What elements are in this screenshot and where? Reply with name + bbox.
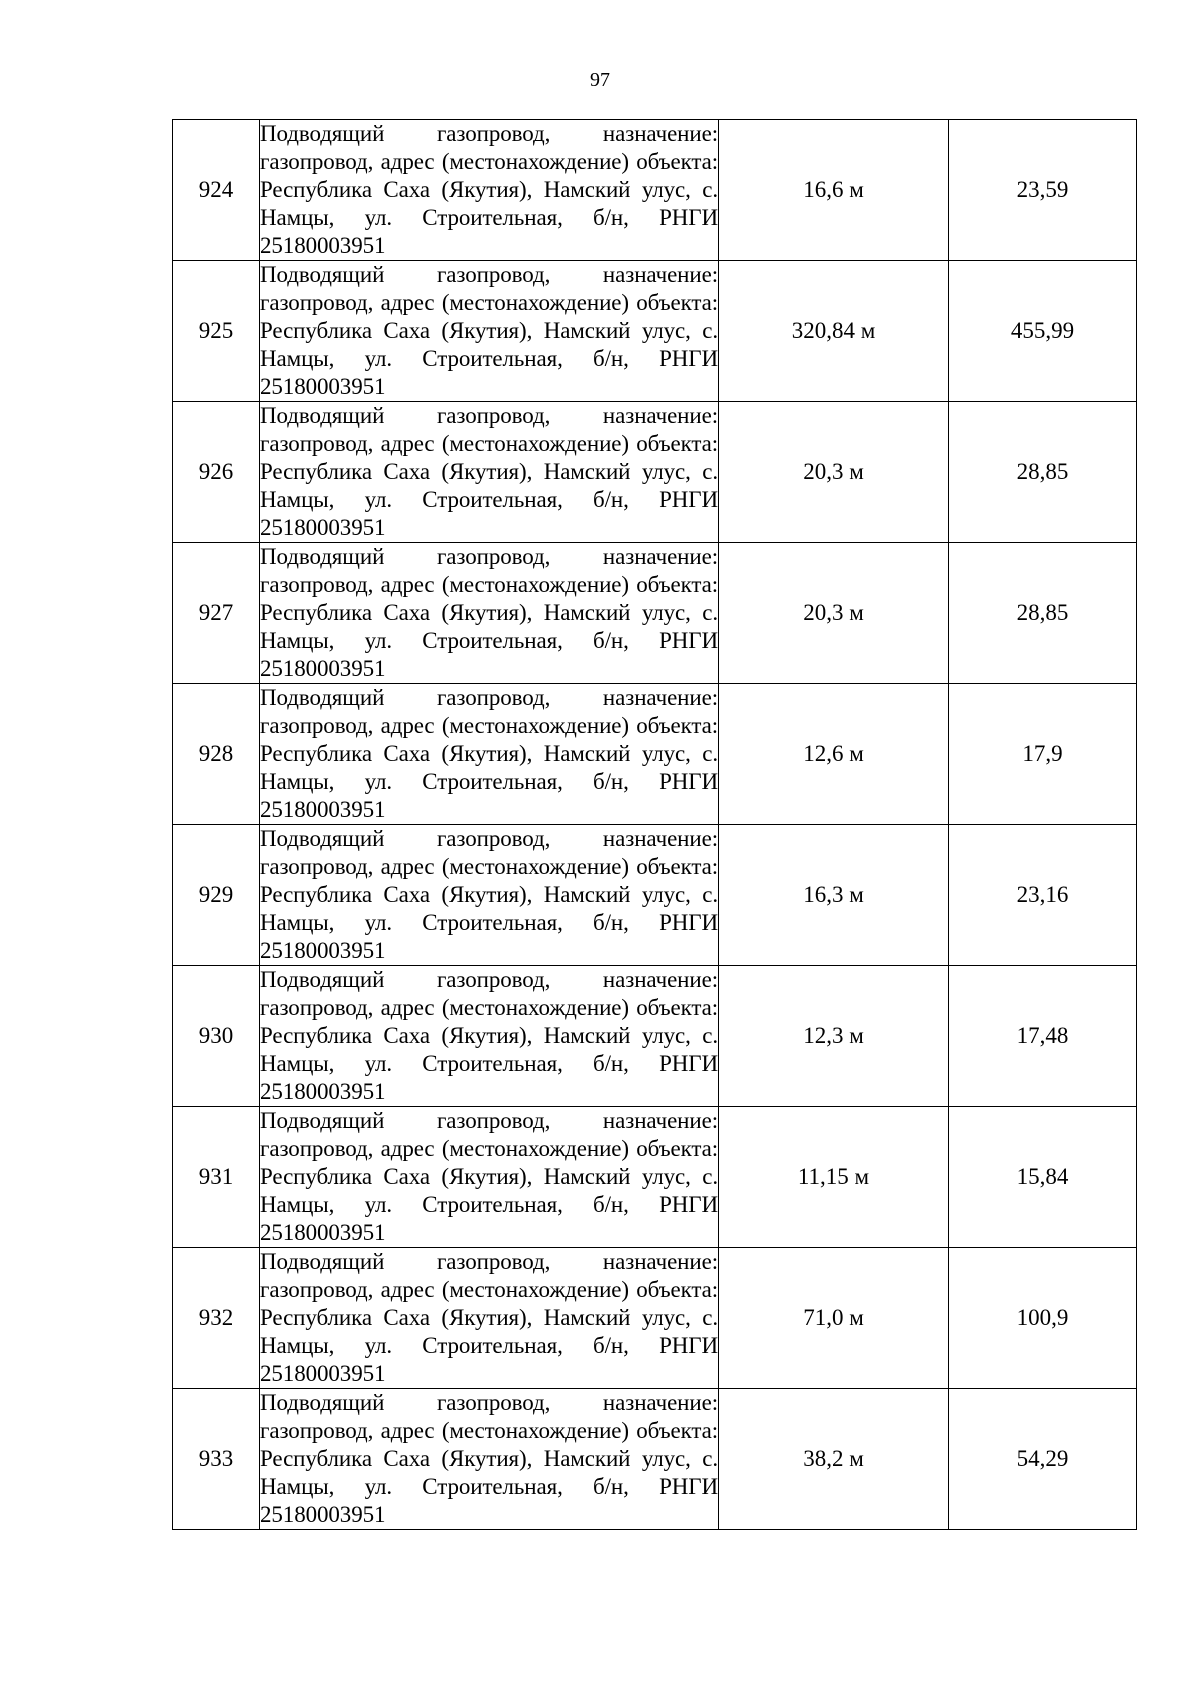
table-row — [173, 825, 1137, 966]
row-description — [260, 684, 719, 825]
row-value: 455,99 — [949, 261, 1137, 402]
row-description-text: Подводящий газопровод, назначение: газопровод, адрес (местонахождение) объекта: Республика Саха (Якутия), Намский улус, с. Намцы, ул. Строительная, б/н, РНГИ 25180003951 — [260, 544, 718, 681]
row-description — [260, 261, 719, 402]
row-description-text: Подводящий газопровод, назначение: газопровод, адрес (местонахождение) объекта: Республика Саха (Якутия), Намский улус, с. Намцы, ул. Строительная, б/н, РНГИ 25180003951 — [260, 262, 718, 399]
table-row — [173, 261, 1137, 402]
row-value: 54,29 — [949, 1389, 1137, 1530]
row-description — [260, 1107, 719, 1248]
table-row — [173, 684, 1137, 825]
row-description-text: Подводящий газопровод, назначение: газопровод, адрес (местонахождение) объекта: Республика Саха (Якутия), Намский улус, с. Намцы, ул. Строительная, б/н, РНГИ 25180003951 — [260, 403, 718, 540]
row-number: 926 — [173, 402, 260, 543]
table-row — [173, 1248, 1137, 1389]
row-length: 20,3 м — [719, 543, 949, 684]
row-length: 12,6 м — [719, 684, 949, 825]
row-number: 927 — [173, 543, 260, 684]
row-description-text: Подводящий газопровод, назначение: газопровод, адрес (местонахождение) объекта: Республика Саха (Якутия), Намский улус, с. Намцы, ул. Строительная, б/н, РНГИ 25180003951 — [260, 967, 718, 1104]
page-number: 97 — [590, 69, 610, 91]
row-length: 38,2 м — [719, 1389, 949, 1530]
row-description-text: Подводящий газопровод, назначение: газопровод, адрес (местонахождение) объекта: Республика Саха (Якутия), Намский улус, с. Намцы, ул. Строительная, б/н, РНГИ 25180003951 — [260, 685, 718, 822]
row-length: 20,3 м — [719, 402, 949, 543]
row-length: 71,0 м — [719, 1248, 949, 1389]
row-number: 924 — [173, 120, 260, 261]
row-description — [260, 825, 719, 966]
table-row — [173, 1107, 1137, 1248]
row-length: 16,3 м — [719, 825, 949, 966]
row-length: 16,6 м — [719, 120, 949, 261]
row-description-text: Подводящий газопровод, назначение: газопровод, адрес (местонахождение) объекта: Республика Саха (Якутия), Намский улус, с. Намцы, ул. Строительная, б/н, РНГИ 25180003951 — [260, 121, 718, 258]
row-value: 15,84 — [949, 1107, 1137, 1248]
table-row — [173, 966, 1137, 1107]
table-row — [173, 1389, 1137, 1530]
row-description-text: Подводящий газопровод, назначение: газопровод, адрес (местонахождение) объекта: Республика Саха (Якутия), Намский улус, с. Намцы, ул. Строительная, б/н, РНГИ 25180003951 — [260, 1390, 718, 1527]
row-description — [260, 1248, 719, 1389]
row-description-text: Подводящий газопровод, назначение: газопровод, адрес (местонахождение) объекта: Республика Саха (Якутия), Намский улус, с. Намцы, ул. Строительная, б/н, РНГИ 25180003951 — [260, 1249, 718, 1386]
row-value: 28,85 — [949, 402, 1137, 543]
row-value: 23,16 — [949, 825, 1137, 966]
table-row — [173, 543, 1137, 684]
row-description — [260, 120, 719, 261]
row-number: 929 — [173, 825, 260, 966]
row-value: 28,85 — [949, 543, 1137, 684]
row-number: 931 — [173, 1107, 260, 1248]
row-number: 930 — [173, 966, 260, 1107]
row-length: 320,84 м — [719, 261, 949, 402]
registry-table — [172, 119, 1137, 1530]
row-number: 925 — [173, 261, 260, 402]
row-number: 933 — [173, 1389, 260, 1530]
row-number: 928 — [173, 684, 260, 825]
row-description — [260, 1389, 719, 1530]
row-length: 11,15 м — [719, 1107, 949, 1248]
row-description-text: Подводящий газопровод, назначение: газопровод, адрес (местонахождение) объекта: Республика Саха (Якутия), Намский улус, с. Намцы, ул. Строительная, б/н, РНГИ 25180003951 — [260, 1108, 718, 1245]
table-row — [173, 402, 1137, 543]
row-length: 12,3 м — [719, 966, 949, 1107]
row-description-text: Подводящий газопровод, назначение: газопровод, адрес (местонахождение) объекта: Республика Саха (Якутия), Намский улус, с. Намцы, ул. Строительная, б/н, РНГИ 25180003951 — [260, 826, 718, 963]
row-value: 17,9 — [949, 684, 1137, 825]
row-description — [260, 402, 719, 543]
row-number: 932 — [173, 1248, 260, 1389]
row-value: 23,59 — [949, 120, 1137, 261]
row-description — [260, 966, 719, 1107]
row-value: 100,9 — [949, 1248, 1137, 1389]
row-description — [260, 543, 719, 684]
table-row — [173, 120, 1137, 261]
row-value: 17,48 — [949, 966, 1137, 1107]
